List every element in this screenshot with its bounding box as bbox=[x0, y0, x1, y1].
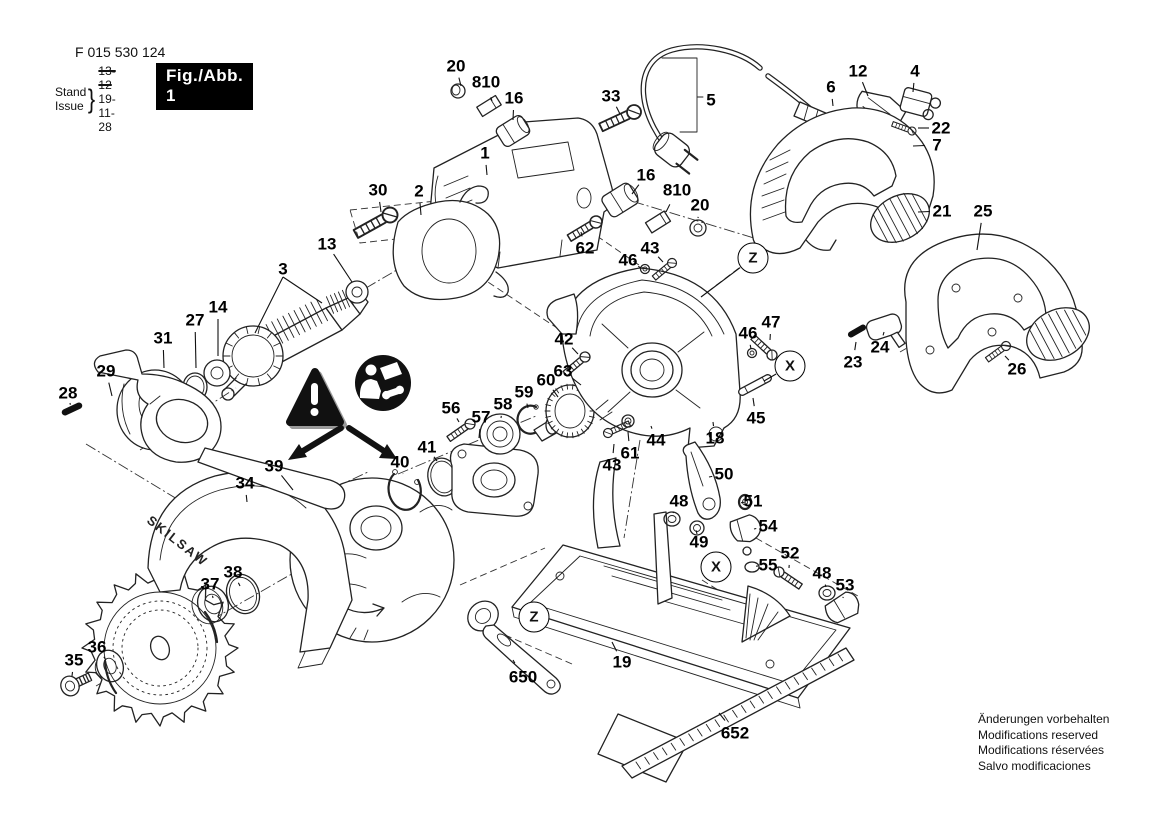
part-label-27: 27 bbox=[185, 310, 205, 330]
issue-label: Issue bbox=[55, 99, 84, 113]
part-label-25: 25 bbox=[973, 201, 993, 221]
part-label-21: 21 bbox=[932, 201, 952, 221]
part-label-6: 6 bbox=[826, 77, 836, 97]
part-label-41: 41 bbox=[417, 437, 437, 457]
part-label-61: 61 bbox=[620, 443, 640, 463]
part-label-48: 48 bbox=[812, 563, 832, 583]
part-label-57: 57 bbox=[471, 407, 491, 427]
part-label-46: 46 bbox=[618, 250, 638, 270]
part-label-16: 16 bbox=[504, 88, 524, 108]
part-label-14: 14 bbox=[208, 297, 228, 317]
part-label-16: 16 bbox=[636, 165, 656, 185]
notice-line-de: Änderungen vorbehalten bbox=[978, 712, 1110, 726]
carbon-brush-810b-drawing bbox=[645, 211, 670, 233]
part-label-19: 19 bbox=[612, 652, 632, 672]
part-label-20: 20 bbox=[446, 56, 466, 76]
part-label-48: 48 bbox=[669, 491, 689, 511]
spindle-flange-drawing bbox=[451, 444, 539, 516]
part-label-31: 31 bbox=[153, 328, 173, 348]
pointer-arrows bbox=[288, 428, 397, 460]
notice-line-en: Modifications reserved bbox=[978, 727, 1099, 742]
part-label-45: 45 bbox=[746, 408, 766, 428]
view-marker-Z: Z bbox=[738, 243, 769, 274]
saw-blade-drawing bbox=[82, 570, 238, 726]
part-label-810: 810 bbox=[471, 72, 501, 92]
armature-drawing bbox=[222, 289, 368, 400]
part-label-34: 34 bbox=[235, 473, 255, 493]
part-label-43: 43 bbox=[602, 455, 622, 475]
knob-54-drawing bbox=[728, 513, 763, 555]
notice-line-fr: Modifications réservées bbox=[978, 743, 1105, 757]
part-label-56: 56 bbox=[441, 398, 461, 418]
view-marker-X: X bbox=[701, 552, 732, 583]
part-label-39: 39 bbox=[264, 456, 284, 476]
part-label-30: 30 bbox=[368, 180, 388, 200]
part-label-26: 26 bbox=[1007, 359, 1027, 379]
part-label-650: 650 bbox=[508, 667, 538, 687]
brush-cap-20b-drawing bbox=[690, 220, 706, 236]
pin-28-drawing bbox=[61, 401, 84, 416]
part-label-35: 35 bbox=[64, 650, 84, 670]
view-marker-Z: Z bbox=[519, 602, 550, 633]
part-label-652: 652 bbox=[720, 723, 750, 743]
part-label-13: 13 bbox=[317, 234, 337, 254]
revision-notice bbox=[978, 712, 1109, 774]
part-label-58: 58 bbox=[493, 394, 513, 414]
part-label-33: 33 bbox=[601, 86, 621, 106]
issue-block bbox=[55, 64, 116, 134]
part-label-53: 53 bbox=[835, 575, 855, 595]
part-label-59: 59 bbox=[514, 382, 534, 402]
part-label-23: 23 bbox=[843, 352, 863, 372]
part-label-54: 54 bbox=[758, 516, 778, 536]
pin-23-drawing bbox=[847, 323, 867, 338]
bearing-58-drawing bbox=[480, 414, 520, 454]
read-manual-icon bbox=[355, 355, 411, 411]
part-label-18: 18 bbox=[705, 428, 725, 448]
part-label-12: 12 bbox=[848, 61, 868, 81]
part-label-63: 63 bbox=[553, 361, 573, 381]
view-marker-X: X bbox=[775, 351, 806, 382]
figure-label: Fig./Abb. 1 bbox=[156, 63, 253, 110]
part-label-5: 5 bbox=[706, 90, 716, 110]
part-label-38: 38 bbox=[223, 562, 243, 582]
part-label-60: 60 bbox=[536, 370, 556, 390]
handle-cover-drawing bbox=[905, 234, 1099, 393]
warning-triangle-icon bbox=[290, 372, 343, 425]
superseded-date: 13-12 bbox=[98, 64, 116, 92]
carbon-brush-810a-drawing bbox=[477, 96, 501, 117]
stand-label: Stand bbox=[55, 85, 87, 99]
riving-knife-drawing bbox=[683, 442, 720, 519]
part-label-49: 49 bbox=[689, 532, 709, 552]
part-label-51: 51 bbox=[743, 491, 763, 511]
part-label-28: 28 bbox=[58, 383, 78, 403]
bearing-13-drawing bbox=[346, 281, 368, 303]
issue-date: 19-11-28 bbox=[98, 92, 116, 134]
plug-module-drawing bbox=[899, 87, 942, 122]
handle-drawing bbox=[750, 108, 937, 254]
part-label-2: 2 bbox=[414, 181, 424, 201]
part-label-37: 37 bbox=[200, 574, 220, 594]
brush-cap-20a-drawing bbox=[451, 84, 465, 98]
doc-number: F 015 530 124 bbox=[75, 44, 166, 60]
part-label-42: 42 bbox=[554, 329, 574, 349]
part-label-50: 50 bbox=[714, 464, 734, 484]
part-label-1: 1 bbox=[480, 143, 490, 163]
part-label-29: 29 bbox=[96, 361, 116, 381]
part-label-44: 44 bbox=[646, 430, 666, 450]
part-label-4: 4 bbox=[910, 61, 920, 81]
part-label-46: 46 bbox=[738, 323, 758, 343]
part-label-22: 22 bbox=[931, 118, 951, 138]
part-label-55: 55 bbox=[758, 555, 778, 575]
part-label-7: 7 bbox=[932, 135, 942, 155]
part-label-20: 20 bbox=[690, 195, 710, 215]
part-label-52: 52 bbox=[780, 543, 800, 563]
brace-glyph: } bbox=[88, 83, 96, 114]
brand-text: SKILSAW bbox=[144, 512, 212, 570]
part-label-40: 40 bbox=[390, 452, 410, 472]
part-label-3: 3 bbox=[278, 259, 288, 279]
part-label-36: 36 bbox=[87, 637, 107, 657]
base-plate-drawing bbox=[512, 455, 850, 708]
pin-45-drawing bbox=[737, 373, 772, 396]
part-label-24: 24 bbox=[870, 337, 890, 357]
part-label-43: 43 bbox=[640, 238, 660, 258]
notice-line-es: Salvo modificaciones bbox=[978, 758, 1091, 773]
lock-lever-drawing bbox=[865, 312, 908, 355]
bearing-14-drawing bbox=[204, 360, 230, 386]
part-label-810: 810 bbox=[662, 180, 692, 200]
part-label-62: 62 bbox=[575, 238, 595, 258]
part-label-47: 47 bbox=[761, 312, 781, 332]
